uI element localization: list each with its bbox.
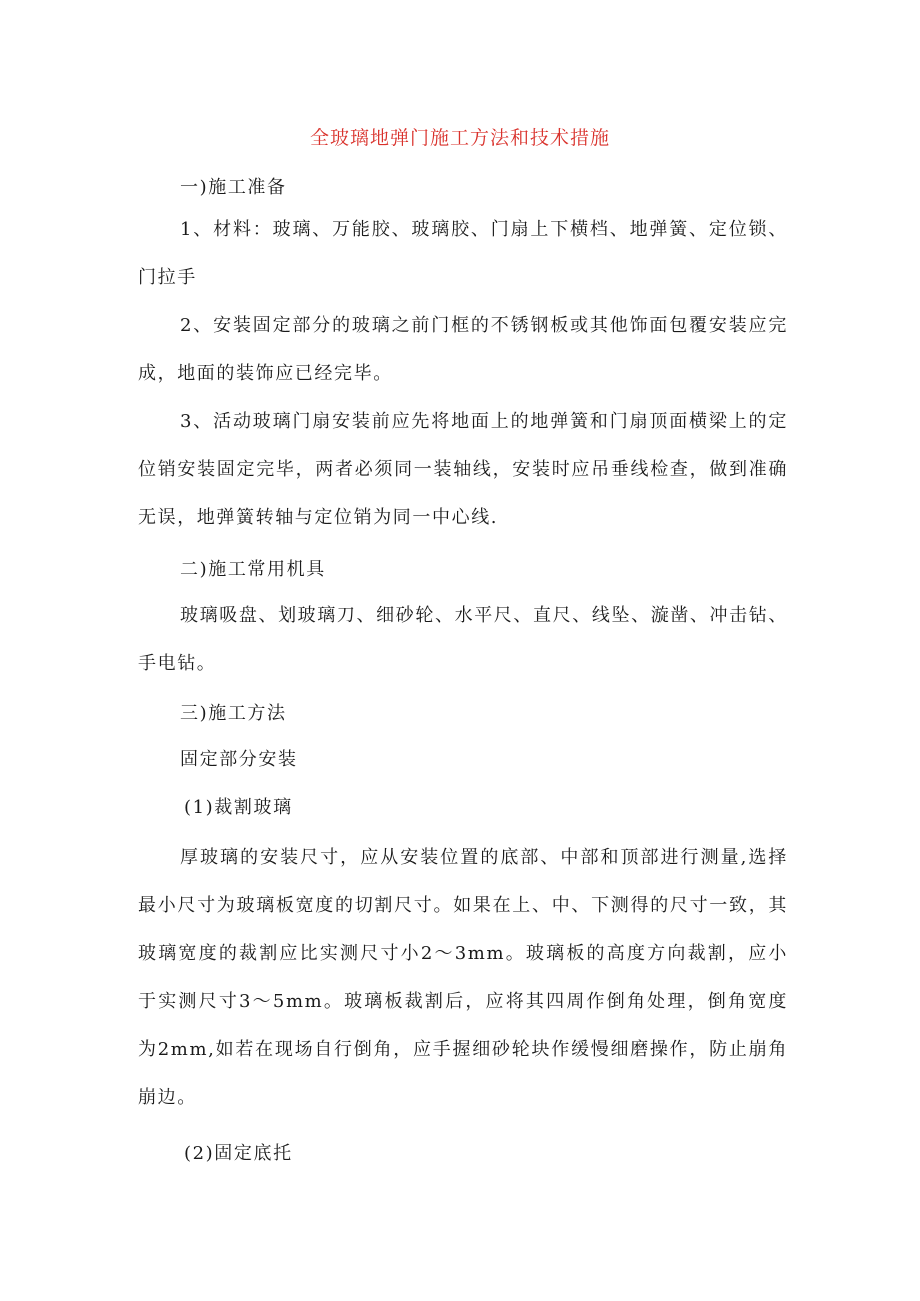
- section-heading-methods: 三)施工方法: [180, 703, 287, 724]
- paragraph-tools-list: 玻璃吸盘、划玻璃刀、细砂轮、水平尺、直尺、线坠、漩凿、冲击钻、手电钻。: [138, 605, 788, 674]
- paragraph-materials: 1、材料：玻璃、万能胶、玻璃胶、门扇上下横档、地弹簧、定位锁、门拉手: [138, 219, 788, 288]
- subheading-fixed-part-install: 固定部分安装: [180, 749, 298, 770]
- paragraph-fixed-glass-prep: 2、安装固定部分的玻璃之前门框的不锈钢板或其他饰面包覆安装应完成，地面的装饰应已经完毕。: [138, 315, 788, 384]
- section-heading-tools: 二)施工常用机具: [180, 559, 326, 580]
- paragraph-cut-glass-detail: 厚玻璃的安装尺寸，应从安装位置的底部、中部和顶部进行测量,选择最小尺寸为玻璃板宽度的切割尺寸。如果在上、中、下测得的尺寸一致，其玻璃宽度的裁割应比实测尺寸小2～3mm。玻璃板的高度方向裁割，应小于实测尺寸3～5mm。玻璃板裁割后，应将其四周作倒角处理，倒角宽度为2mm,如若在现场自行倒角，应手握细砂轮块作缓慢细磨操作，防止崩角崩边。: [138, 847, 788, 1108]
- section-heading-preparation: 一)施工准备: [180, 177, 287, 198]
- step-cut-glass-heading: (1)裁割玻璃: [184, 797, 293, 818]
- document-title: 全玻璃地弹门施工方法和技术措施: [309, 127, 610, 149]
- step-fix-base-heading: (2)固定底托: [184, 1143, 293, 1164]
- paragraph-door-leaf-prep: 3、活动玻璃门扇安装前应先将地面上的地弹簧和门扇顶面横梁上的定位销安装固定完毕，两者必须同一装轴线，安装时应吊垂线检查，做到准确无误，地弹簧转轴与定位销为同一中心线.: [138, 411, 788, 528]
